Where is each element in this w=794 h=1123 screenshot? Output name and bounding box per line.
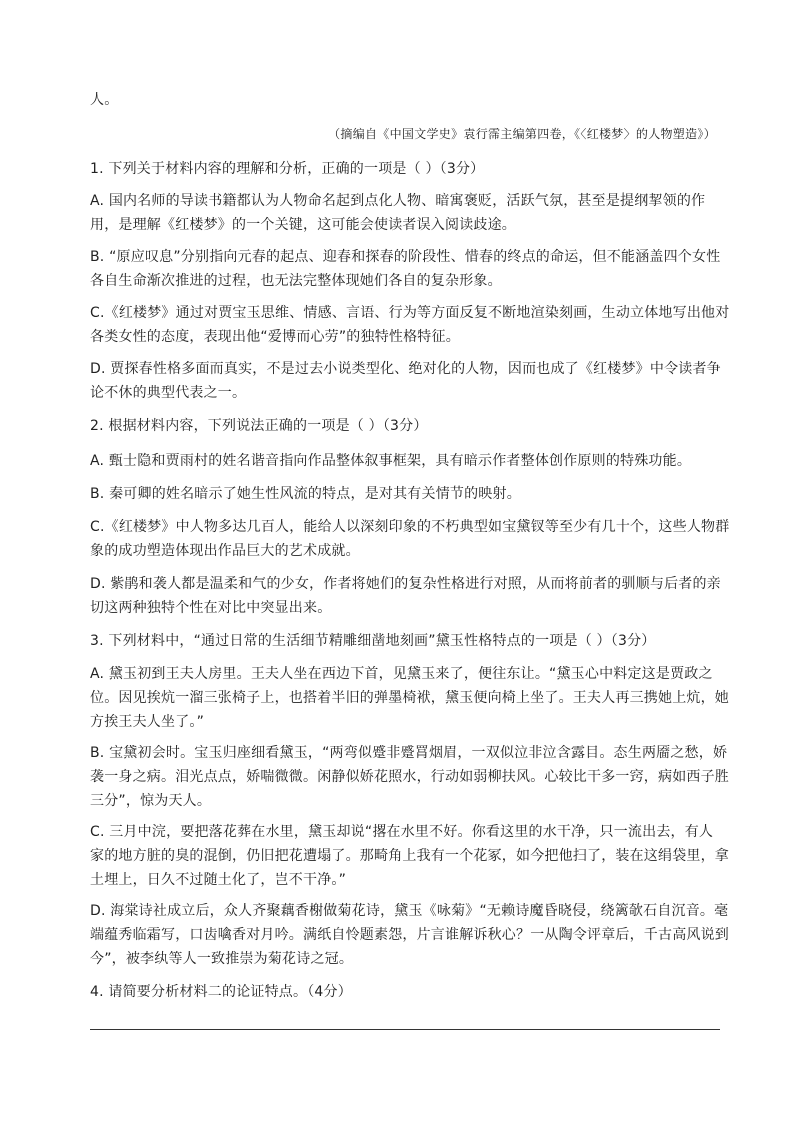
question-2-option-a: A. 甄士隐和贾雨村的姓名谐音指向作品整体叙事框架，具有暗示作者整体创作原则的特殊功能。 [90, 453, 692, 469]
question-2-stem: 2. 根据材料内容，下列说法正确的一项是（ ）（3分） [90, 418, 428, 434]
question-3-option-b: B. 宝黛初会时。宝玉归座细看黛玉，“两弯似蹙非蹙罥烟眉，一双似泣非泣含露目。态生两靥之愁，娇 袭一身之病。泪光点点，娇喘微微。闲静似娇花照水，行动如弱柳扶风。心较比干多一窍，病如西子胜 三分”，惊为天人。 [90, 745, 729, 809]
question-3-option-d: D. 海棠诗社成立后，众人齐聚藕香榭做菊花诗，黛玉《咏菊》“无赖诗魔昏晓侵，绕篱欹石自沉音。毫 端蕴秀临霜写，口齿噙香对月吟。满纸自怜题素怨，片言谁解诉秋心？一从陶令评章后，千古高风说到 今”，被李纨等人一致推崇为菊花诗之冠。 [90, 903, 729, 967]
question-2-option-c: C.《红楼梦》中人物多达几百人，能给人以深刻印象的不朽典型如宝黛钗等至少有几十个，这些人物群 象的成功塑造体现出作品巨大的艺术成就。 [90, 519, 730, 559]
question-1-option-b: B. “原应叹息”分别指向元春的起点、迎春和探春的阶段性、惜春的终点的命运，但不能涵盖四个女性 各自生命渐次推进的过程，也无法完整体现她们各自的复杂形象。 [90, 249, 721, 289]
question-1-option-d: D. 贾探春性格多面而真实，不是过去小说类型化、绝对化的人物，因而也成了《红楼梦》中令读者争 论不休的典型代表之一。 [90, 361, 721, 401]
question-1-option-c: C.《红楼梦》通过对贾宝玉思维、情感、言语、行为等方面反复不断地渲染刻画，生动立体地写出他对 各类女性的态度，表现出他“爱博而心劳”的独特性格特征。 [90, 305, 730, 345]
question-2-option-d: D. 紫鹃和袭人都是温柔和气的少女，作者将她们的复杂性格进行对照，从而将前者的驯顺与后者的亲 切这两种独特个性在对比中突显出来。 [90, 576, 721, 616]
question-4-stem: 4. 请简要分析材料二的论证特点。（4分） [90, 984, 352, 1000]
source-citation: （摘编自《中国文学史》袁行霈主编第四卷，《〈红楼梦〉的人物塑造》） [328, 127, 716, 141]
question-3-stem: 3. 下列材料中，“通过日常的生活细节精雕细凿地刻画”黛玉性格特点的一项是（ ）（3分） [90, 633, 656, 649]
answer-line [90, 1029, 720, 1030]
question-1-option-a: A. 国内名师的导读书籍都认为人物命名起到点化人物、暗寓褒贬，活跃气氛，甚至是提纲挈领的作 用，是理解《红楼梦》的一个关键，这可能会使读者误入阅读歧途。 [90, 193, 706, 233]
question-2-option-b: B. 秦可卿的姓名暗示了她生性风流的特点，是对其有关情节的映射。 [90, 486, 521, 502]
question-3-option-c: C. 三月中浣，要把落花葬在水里，黛玉却说“撂在水里不好。你看这里的水干净，只一流出去，有人 家的地方脏的臭的混倒，仍旧把花遭塌了。那畸角上我有一个花冢，如今把他扫了，装在这绢袋里，拿 土埋上，日久不过随土化了，岂不干净。” [90, 824, 729, 888]
lead-text: 人。 [90, 92, 119, 108]
question-1-stem: 1. 下列关于材料内容的理解和分析，正确的一项是（ ）（3分） [90, 161, 485, 177]
question-3-option-a: A. 黛玉初到王夫人房里。王夫人坐在西边下首，见黛玉来了，便往东让。“黛玉心中料定这是贾政之 位。因见挨炕一溜三张椅子上，也搭着半旧的弹墨椅袱，黛玉便向椅上坐了。王夫人再三携她上炕，她 方挨王夫人坐了。” [90, 666, 729, 730]
